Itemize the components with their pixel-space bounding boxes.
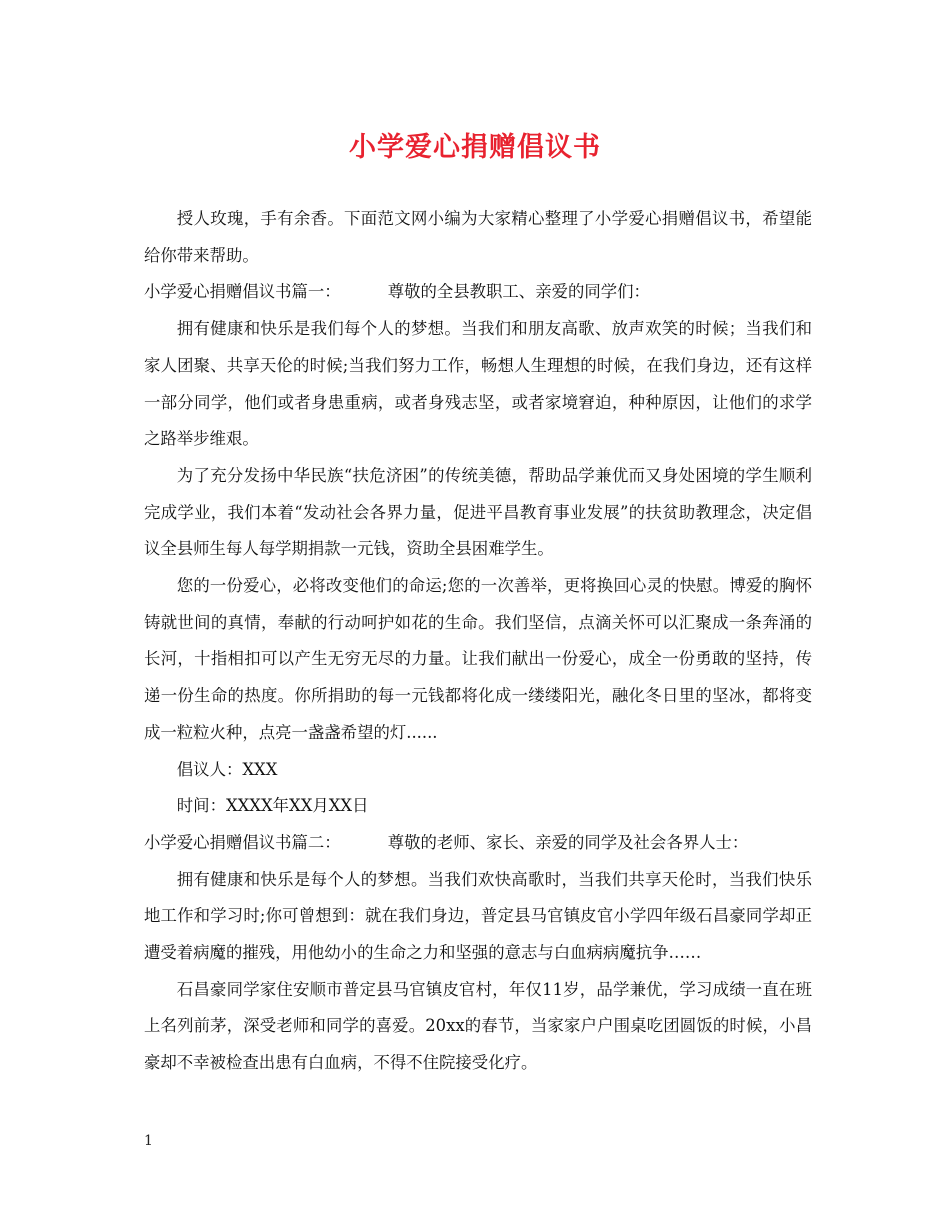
section2-paragraph-2: 石昌豪同学家住安顺市普定县马官镇皮官村，年仅11岁，品学兼优，学习成绩一直在班上名列前茅，深受老师和同学的喜爱。20xx的春节，当家家户户围桌吃团圆饭的时候，小昌豪却不幸被检查出患有白血病，不得不住院接受化疗。 — [144, 979, 812, 1073]
section1-signer: 倡议人：XXX — [176, 759, 278, 779]
section1-paragraph-3: 您的一份爱心，必将改变他们的命运;您的一次善举，更将换回心灵的快慰。博爱的胸怀铸就世间的真情，奉献的行动呵护如花的生命。我们坚信，点滴关怀可以汇聚成一条奔涌的长河，十指相扣可以产生无穷无尽的力量。让我们献出一份爱心，成全一份勇敢的坚持，传递一份生命的热度。你所捐助的每一元钱都将化成一缕缕阳光，融化冬日里的坚冰，都将变成一粒粒火种，点亮一盏盏希望的灯...... — [144, 576, 812, 742]
section2-heading: 小学爱心捐赠倡议书篇二： — [144, 832, 341, 852]
section1-salutation: 尊敬的全县教职工、亲爱的同学们： — [387, 282, 650, 302]
section2-paragraph-1: 拥有健康和快乐是每个人的梦想。当我们欢快高歌时，当我们共享天伦时，当我们快乐地工作和学习时;你可曾想到：就在我们身边，普定县马官镇皮官小学四年级石昌豪同学却正遭受着病魔的摧残，用他幼小的生命之力和坚强的意志与白血病病魔抗争…… — [144, 869, 812, 963]
section1-date: 时间：XXXX年XX月XX日 — [176, 796, 369, 816]
intro-paragraph: 授人玫瑰，手有余香。下面范文网小编为大家精心整理了小学爱心捐赠倡议书，希望能给你带来帮助。 — [144, 209, 812, 265]
document-body — [144, 201, 812, 1082]
section1-heading-line — [144, 274, 812, 311]
section1-paragraph-2: 为了充分发扬中华民族“扶危济困”的传统美德，帮助品学兼优而又身处困境的学生顺利完成学业，我们本着“发动社会各界力量，促进平昌教育事业发展”的扶贫助教理念，决定倡议全县师生每人每学期捐款一元钱，资助全县困难学生。 — [144, 465, 812, 559]
page-number: 1 — [144, 1133, 153, 1149]
section1-heading: 小学爱心捐赠倡议书篇一： — [144, 282, 341, 302]
document-title: 小学爱心捐赠倡议书 — [349, 132, 601, 163]
section1-paragraph-1: 拥有健康和快乐是我们每个人的梦想。当我们和朋友高歌、放声欢笑的时候；当我们和家人团聚、共享天伦的时候;当我们努力工作，畅想人生理想的时候，在我们身边，还有这样一部分同学，他们或者身患重病，或者身残志坚，或者家境窘迫，种种原因，让他们的求学之路举步维艰。 — [144, 319, 812, 449]
section2-salutation: 尊敬的老师、家长、亲爱的同学及社会各界人士： — [387, 832, 749, 852]
section2-heading-line — [144, 825, 812, 862]
